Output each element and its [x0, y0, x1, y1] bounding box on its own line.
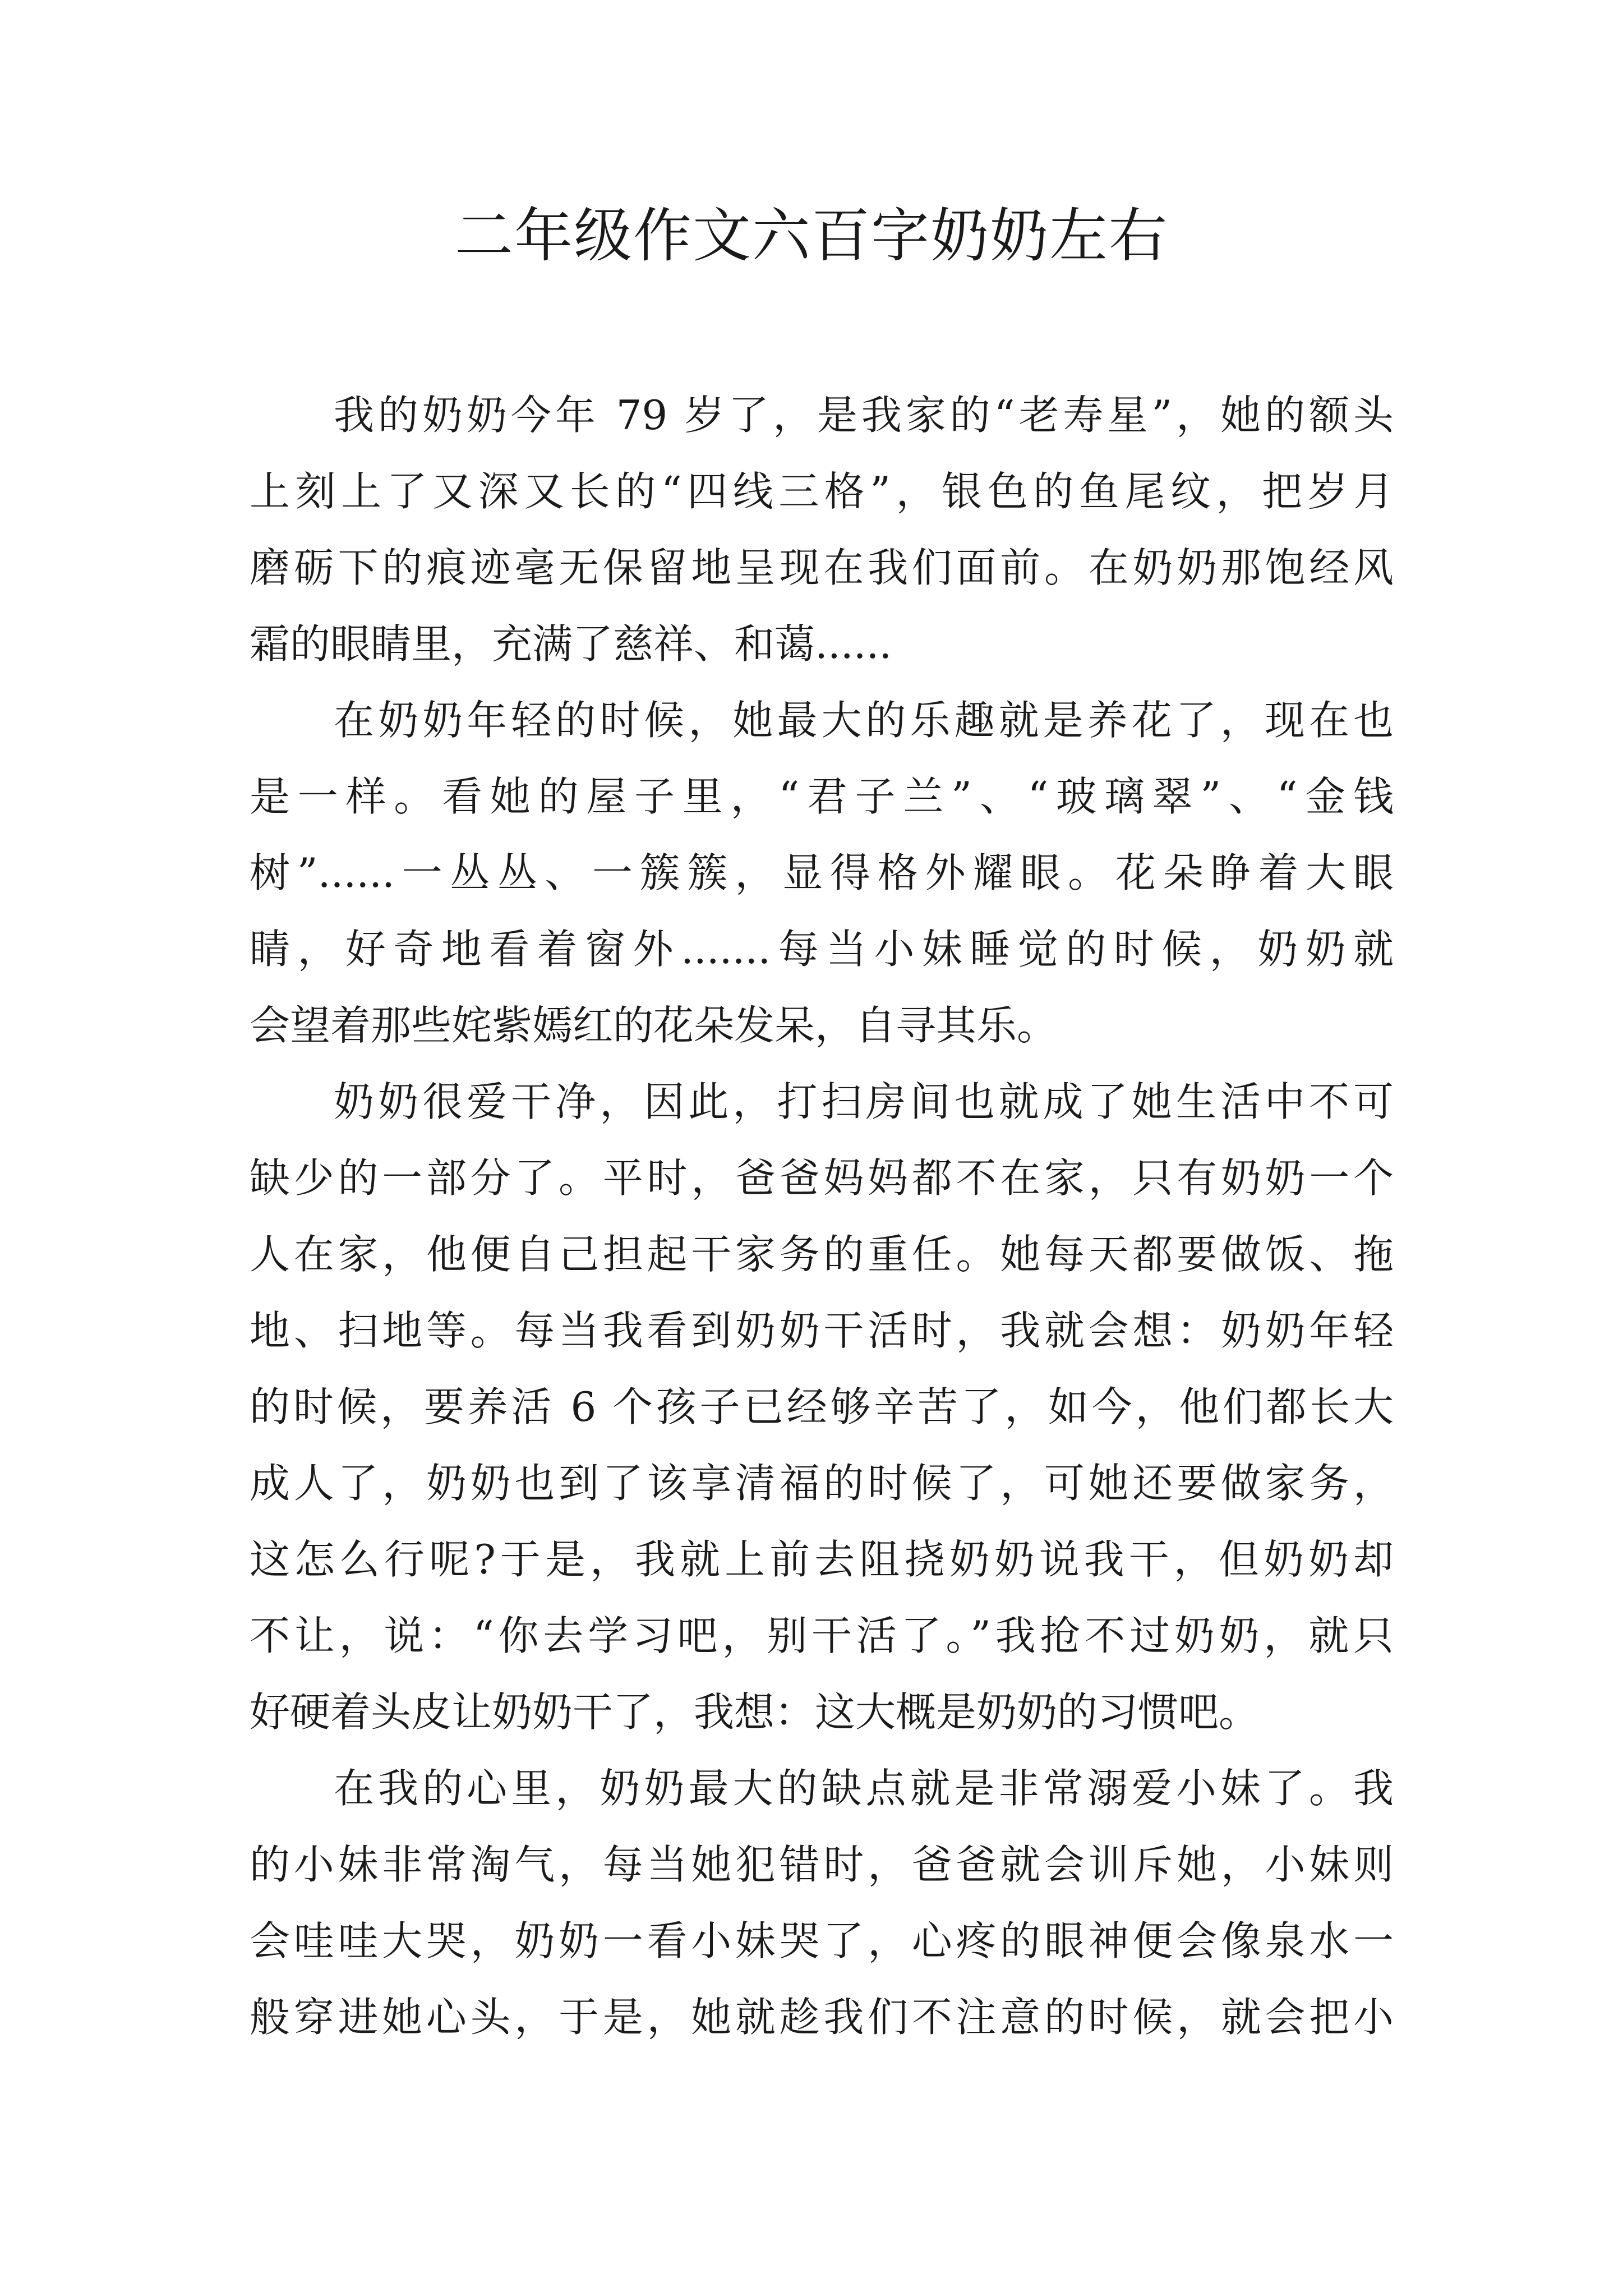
text-line: 般穿进她心头，于是，她就趁我们不注意的时候，就会把小	[250, 1994, 1394, 2041]
text-line: 的时候，要养活 6 个孩子已经够辛苦了，如今，他们都长大	[250, 1383, 1394, 1430]
text-line: 缺少的一部分了。平时，爸爸妈妈都不在家，只有奶奶一个	[250, 1154, 1394, 1202]
document-body	[250, 377, 1394, 2055]
text-line: 睛，好奇地看着窗外.......每当小妹睡觉的时候，奶奶就	[250, 926, 1394, 973]
text-line: 磨砺下的痕迹毫无保留地呈现在我们面前。在奶奶那饱经风	[250, 544, 1394, 591]
text-line: 上刻上了又深又长的“四线三格”，银色的鱼尾纹，把岁月	[250, 468, 1394, 515]
paragraph	[250, 1750, 1394, 2055]
text-line: 地、扫地等。每当我看到奶奶干活时，我就会想：奶奶年轻	[250, 1307, 1394, 1354]
text-line: 成人了，奶奶也到了该享清福的时候了，可她还要做家务，	[250, 1460, 1394, 1507]
text-line: 树”......一丛丛、一簇簇，显得格外耀眼。花朵睁着大眼	[250, 849, 1394, 896]
text-line: 我的奶奶今年 79 岁了，是我家的“老寿星”，她的额头	[334, 392, 1394, 439]
paragraph	[250, 1064, 1394, 1750]
text-line: 的小妹非常淘气，每当她犯错时，爸爸就会训斥她，小妹则	[250, 1841, 1394, 1888]
text-line: 这怎么行呢?于是，我就上前去阻挠奶奶说我干，但奶奶却	[250, 1536, 1394, 1583]
text-line: 在我的心里，奶奶最大的缺点就是非常溺爱小妹了。我	[334, 1765, 1394, 1812]
text-line: 不让，说：“你去学习吧，别干活了。”我抢不过奶奶，就只	[250, 1612, 1394, 1659]
text-line: 人在家，他便自己担起干家务的重任。她每天都要做饭、拖	[250, 1231, 1394, 1278]
text-line: 会哇哇大哭，奶奶一看小妹哭了，心疼的眼神便会像泉水一	[250, 1917, 1394, 1964]
text-line: 好硬着头皮让奶奶干了，我想：这大概是奶奶的习惯吧。	[250, 1688, 1260, 1736]
text-line: 是一样。看她的屋子里，“君子兰”、“玻璃翠”、“金钱	[250, 773, 1394, 820]
text-line: 在奶奶年轻的时候，她最大的乐趣就是养花了，现在也	[334, 697, 1394, 744]
text-line: 会望着那些姹紫嫣红的花朵发呆，自寻其乐。	[250, 1002, 1058, 1049]
document-title: 二年级作文六百字奶奶左右	[454, 201, 1168, 270]
text-line: 霜的眼睛里，充满了慈祥、和蔼......	[250, 620, 892, 668]
paragraph	[250, 377, 1394, 682]
paragraph	[250, 682, 1394, 1064]
text-line: 奶奶很爱干净，因此，打扫房间也就成了她生活中不可	[334, 1078, 1394, 1125]
